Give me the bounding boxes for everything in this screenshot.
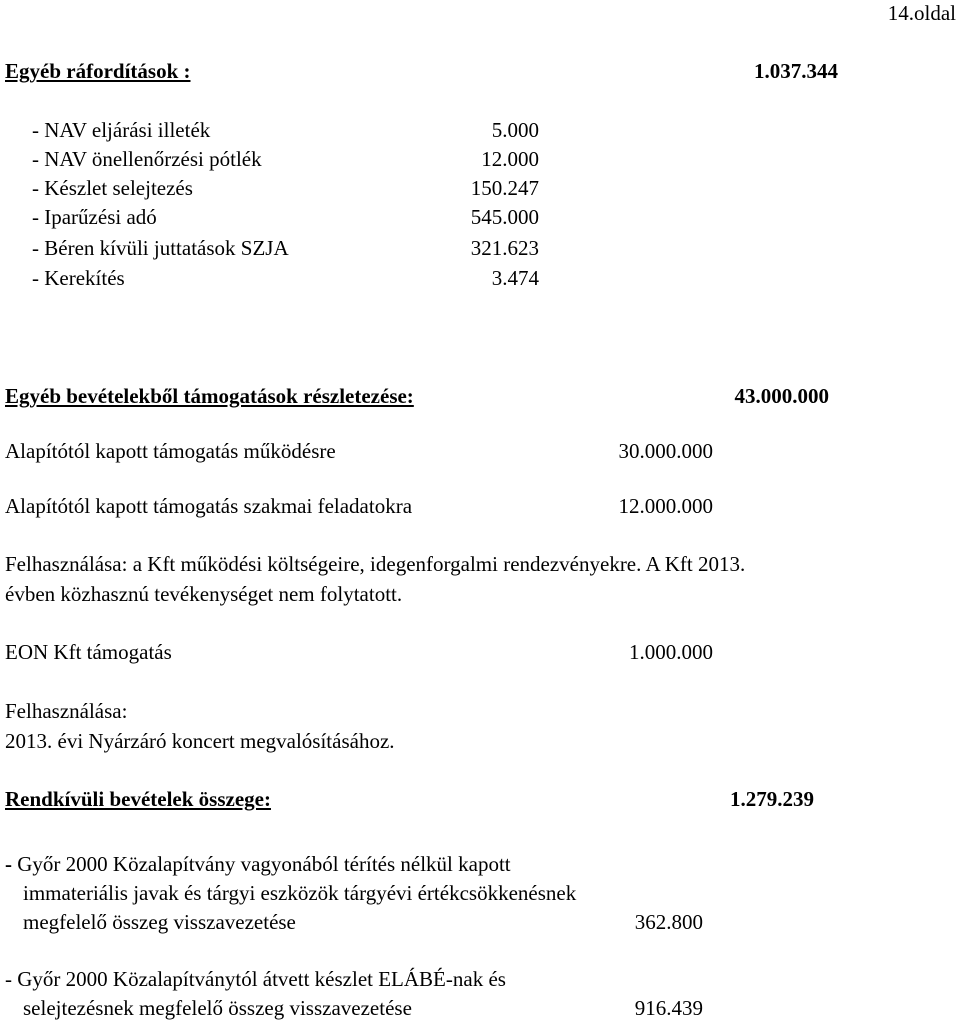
extraordinary-item-1-line-1	[5, 854, 511, 875]
eon-usage-text: 2013. évi Nyárzáró koncert megvalósításához.	[5, 729, 395, 753]
other-expenses-total: 1.037.344	[754, 59, 838, 83]
extraordinary-item-1-text: Győr 2000 Közalapítvány vagyonából térítés nélkül kapott	[12, 852, 511, 876]
extraordinary-item-1-line-2: immateriális javak és tárgyi eszközök tárgyévi értékcsökkenésnek	[23, 881, 577, 905]
extraordinary-item-2-value: 916.439	[634, 996, 703, 1020]
list-dash: -	[5, 852, 12, 876]
expense-item-label: - Iparűzési adó	[32, 205, 157, 229]
extraordinary-item-1-line-3: megfelelő összeg visszavezetése	[23, 910, 296, 934]
expense-item-label: - Béren kívüli juttatások SZJA	[32, 236, 289, 260]
eon-grant-value: 1.000.000	[629, 640, 713, 664]
expense-item-value: 3.474	[491, 266, 539, 290]
expense-item-value: 5.000	[491, 118, 539, 142]
grant-item-label: Alapítótól kapott támogatás szakmai feladatokra	[5, 494, 413, 518]
expense-item-value: 321.623	[470, 236, 539, 260]
eon-grant-label: EON Kft támogatás	[5, 640, 172, 664]
expense-item-value: 545.000	[470, 205, 539, 229]
expense-item-value: 12.000	[481, 147, 539, 171]
grants-usage-line-2: évben közhasznú tevékenységet nem folytatott.	[5, 582, 403, 606]
extraordinary-item-2-line-2: selejtezésnek megfelelő összeg visszavezetése	[23, 996, 412, 1020]
extraordinary-item-2-line-1: - Győr 2000 Közalapítványtól átvett készlet ELÁBÉ-nak és	[5, 967, 506, 991]
grant-item-value: 30.000.000	[618, 439, 713, 463]
expense-item-value: 150.247	[470, 176, 539, 200]
grant-item-value: 12.000.000	[618, 494, 713, 518]
eon-usage-label: Felhasználása:	[5, 699, 128, 723]
extraordinary-total: 1.279.239	[730, 787, 814, 811]
expense-item-label: - Készlet selejtezés	[32, 176, 193, 200]
grants-usage-line-1: Felhasználása: a Kft működési költségeire, idegenforgalmi rendezvényekre. A Kft 2013.	[5, 552, 746, 576]
extraordinary-heading: Rendkívüli bevételek összege:	[5, 787, 271, 811]
grant-item-label: Alapítótól kapott támogatás működésre	[5, 439, 336, 463]
expense-item-label: - Kerekítés	[32, 266, 125, 290]
other-expenses-heading: Egyéb ráfordítások :	[5, 59, 191, 83]
grants-heading: Egyéb bevételekből támogatások részletezése:	[5, 384, 414, 408]
extraordinary-item-1-value: 362.800	[634, 910, 703, 934]
page-number: 14.oldal	[887, 1, 956, 25]
expense-item-label: - NAV önellenőrzési pótlék	[32, 147, 262, 171]
grants-total: 43.000.000	[734, 384, 829, 408]
expense-item-label: - NAV eljárási illeték	[32, 118, 211, 142]
